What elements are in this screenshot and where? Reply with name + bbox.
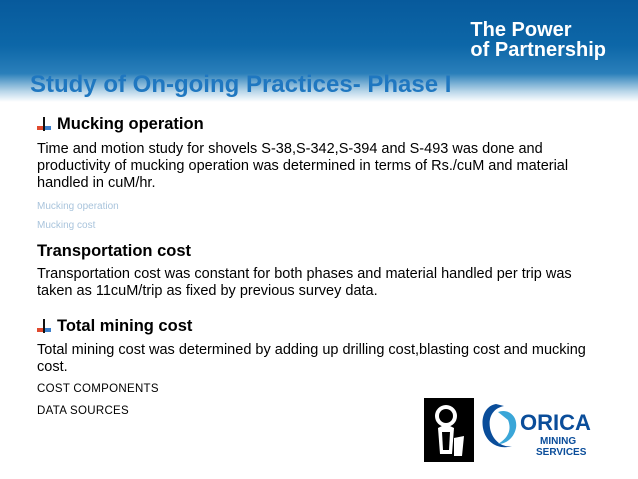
coal-india-logo <box>424 398 474 462</box>
slide-title: Study of On-going Practices- Phase I <box>30 71 452 98</box>
orica-services-text: SERVICES <box>536 447 587 458</box>
cost-components-link[interactable]: COST COMPONENTS <box>37 383 159 395</box>
data-sources-link[interactable]: DATA SOURCES <box>37 405 129 417</box>
orica-mining-text: MINING <box>540 436 577 447</box>
bullet-icon <box>37 117 51 131</box>
total-body: Total mining cost was determined by adding up drilling cost,blasting cost and mucking cost. <box>37 342 586 375</box>
transport-body: Transportation cost was constant for both phases and material handled per trip was taken as 11cuM/trip as fixed by previous survey data. <box>37 266 572 299</box>
bullet-icon <box>37 319 51 333</box>
slide-content <box>37 113 607 418</box>
brand-line-2: of Partnership <box>470 39 606 61</box>
mucking-cost-link[interactable]: Mucking cost <box>37 220 96 231</box>
total-heading <box>37 315 607 337</box>
mucking-body: Time and motion study for shovels S-38,S-342,S-394 and S-493 was done and productivity of mucking operation was determined in terms of Rs./cuM and material handled in cuM/hr. <box>37 141 569 191</box>
orica-wordmark: ORICA <box>520 410 591 435</box>
mucking-heading-text: Mucking operation <box>57 114 204 133</box>
orica-logo <box>478 398 608 462</box>
mucking-operation-link[interactable]: Mucking operation <box>37 201 119 212</box>
mucking-heading <box>37 113 607 135</box>
brand-line-1: The Power <box>470 19 572 41</box>
total-heading-text: Total mining cost <box>57 316 193 335</box>
brand-tagline <box>470 20 606 60</box>
transport-heading: Transportation cost <box>37 242 192 260</box>
